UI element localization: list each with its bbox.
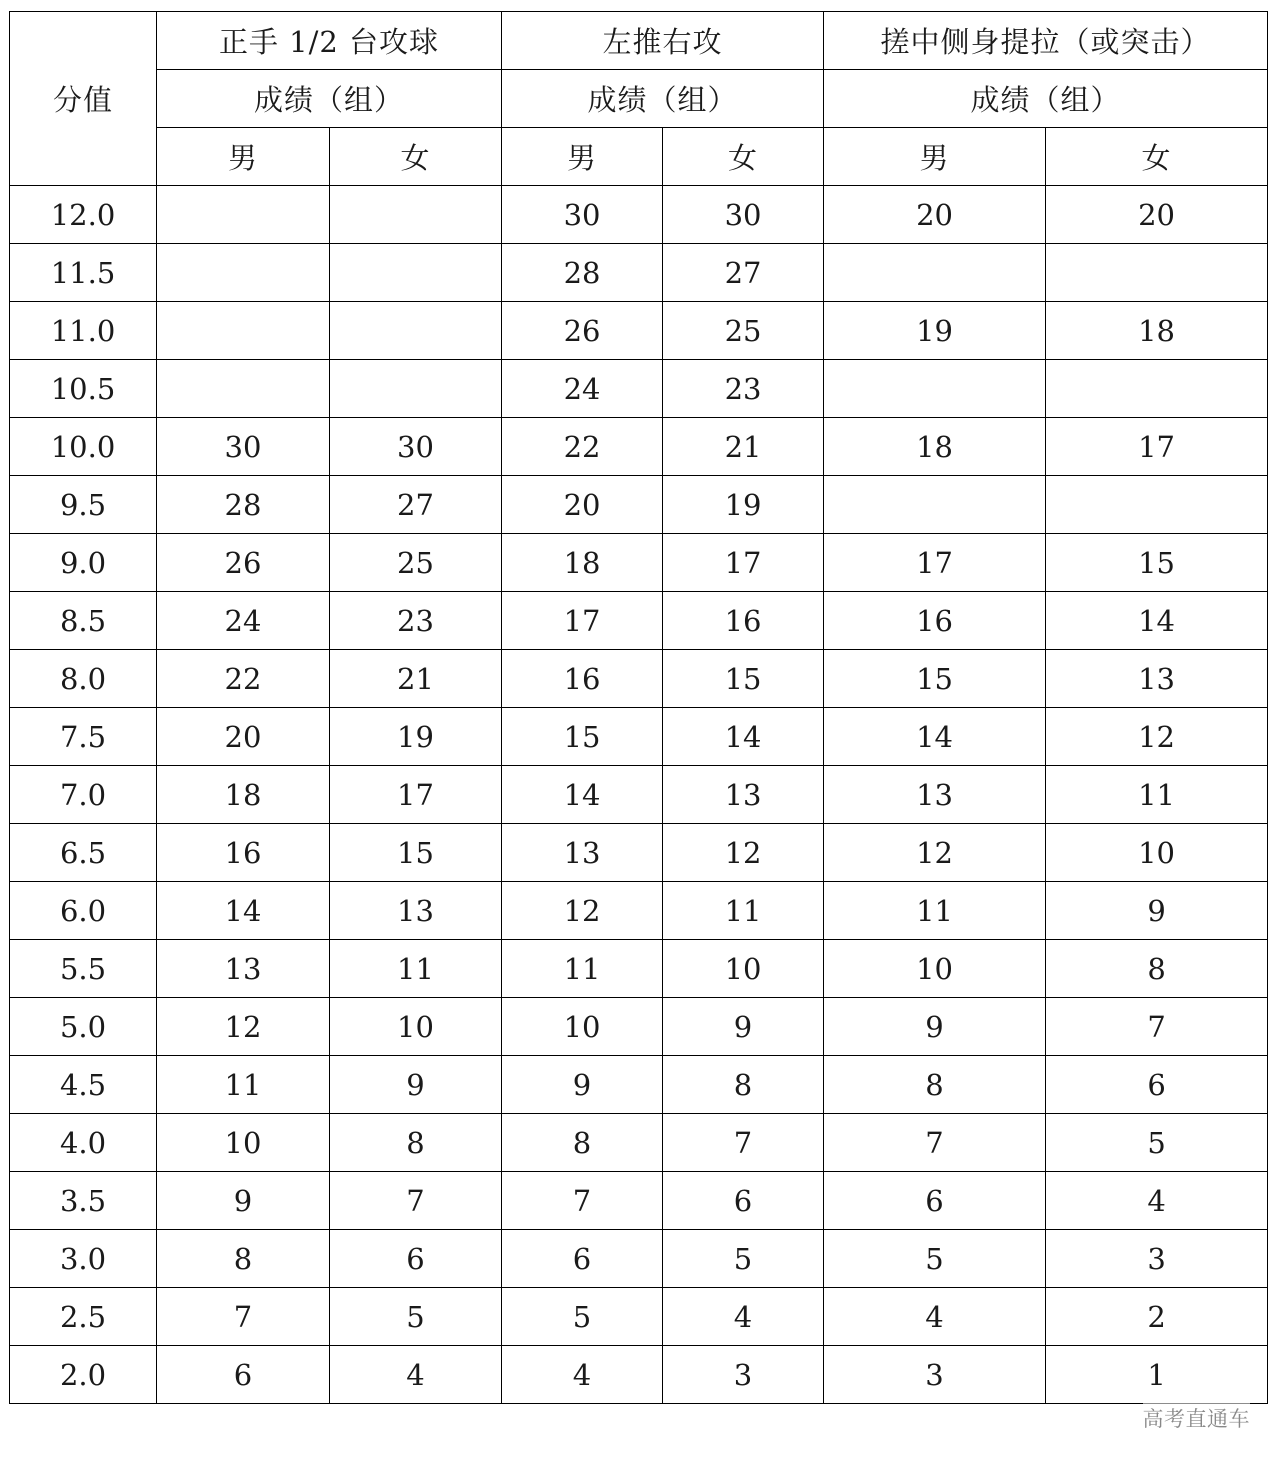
group-title-push-attack: 左推右攻: [502, 12, 824, 70]
result-cell: 7: [824, 1114, 1046, 1172]
result-cell: [157, 360, 330, 418]
score-cell: 9.0: [10, 534, 157, 592]
result-cell: [1046, 244, 1268, 302]
score-cell: 3.5: [10, 1172, 157, 1230]
score-cell: 10.5: [10, 360, 157, 418]
result-cell: 8: [502, 1114, 663, 1172]
result-cell: [157, 302, 330, 360]
result-cell: 22: [157, 650, 330, 708]
header-row-titles: [10, 12, 1268, 70]
score-cell: 3.0: [10, 1230, 157, 1288]
result-cell: 27: [330, 476, 502, 534]
table-row: [10, 1346, 1268, 1404]
result-cell: 3: [1046, 1230, 1268, 1288]
table-row: [10, 302, 1268, 360]
gender-header-female: 女: [663, 128, 824, 186]
table-row: [10, 186, 1268, 244]
result-cell: 22: [502, 418, 663, 476]
result-cell: 7: [1046, 998, 1268, 1056]
result-cell: 13: [330, 882, 502, 940]
result-cell: 16: [663, 592, 824, 650]
result-cell: 20: [157, 708, 330, 766]
result-cell: 6: [824, 1172, 1046, 1230]
result-cell: 25: [663, 302, 824, 360]
result-cell: 1: [1046, 1346, 1268, 1404]
result-cell: 30: [502, 186, 663, 244]
group-title-chop-pull: 搓中侧身提拉（或突击）: [824, 12, 1268, 70]
result-cell: 9: [502, 1056, 663, 1114]
result-cell: 18: [502, 534, 663, 592]
result-cell: 11: [1046, 766, 1268, 824]
score-cell: 2.0: [10, 1346, 157, 1404]
table-row: [10, 418, 1268, 476]
result-cell: 12: [824, 824, 1046, 882]
result-cell: 11: [824, 882, 1046, 940]
result-cell: 3: [824, 1346, 1046, 1404]
result-cell: 5: [663, 1230, 824, 1288]
result-cell: 8: [1046, 940, 1268, 998]
group-subtitle-forehand: 成绩（组）: [157, 70, 502, 128]
table-row: [10, 592, 1268, 650]
table-row: [10, 650, 1268, 708]
result-cell: 17: [502, 592, 663, 650]
result-cell: 4: [663, 1288, 824, 1346]
result-cell: 4: [1046, 1172, 1268, 1230]
result-cell: 20: [1046, 186, 1268, 244]
result-cell: 19: [824, 302, 1046, 360]
result-cell: 9: [663, 998, 824, 1056]
result-cell: 5: [502, 1288, 663, 1346]
result-cell: [1046, 476, 1268, 534]
result-cell: [1046, 360, 1268, 418]
result-cell: 11: [330, 940, 502, 998]
result-cell: 27: [663, 244, 824, 302]
result-cell: 2: [1046, 1288, 1268, 1346]
table-row: [10, 1114, 1268, 1172]
result-cell: 10: [502, 998, 663, 1056]
score-cell: 4.0: [10, 1114, 157, 1172]
result-cell: 6: [502, 1230, 663, 1288]
result-cell: 12: [663, 824, 824, 882]
watermark-text: 高考直通车: [1143, 1403, 1251, 1433]
result-cell: 17: [1046, 418, 1268, 476]
table-row: [10, 476, 1268, 534]
table-row: [10, 998, 1268, 1056]
gender-header-female: 女: [1046, 128, 1268, 186]
table-row: [10, 824, 1268, 882]
result-cell: 5: [330, 1288, 502, 1346]
result-cell: 15: [824, 650, 1046, 708]
result-cell: 12: [1046, 708, 1268, 766]
result-cell: 9: [330, 1056, 502, 1114]
table-row: [10, 940, 1268, 998]
table-row: [10, 882, 1268, 940]
result-cell: 16: [824, 592, 1046, 650]
result-cell: 15: [1046, 534, 1268, 592]
result-cell: 8: [663, 1056, 824, 1114]
result-cell: 13: [1046, 650, 1268, 708]
score-cell: 7.0: [10, 766, 157, 824]
score-cell: 10.0: [10, 418, 157, 476]
result-cell: 18: [1046, 302, 1268, 360]
result-cell: 26: [502, 302, 663, 360]
table-body: [10, 186, 1268, 1404]
result-cell: 13: [824, 766, 1046, 824]
result-cell: 3: [663, 1346, 824, 1404]
result-cell: 5: [824, 1230, 1046, 1288]
result-cell: 30: [663, 186, 824, 244]
result-cell: 19: [330, 708, 502, 766]
score-column-header: 分值: [10, 12, 157, 186]
result-cell: 18: [157, 766, 330, 824]
result-cell: 15: [330, 824, 502, 882]
result-cell: [330, 186, 502, 244]
table-row: [10, 1230, 1268, 1288]
result-cell: 13: [502, 824, 663, 882]
gender-header-male: 男: [502, 128, 663, 186]
result-cell: [157, 244, 330, 302]
result-cell: 24: [157, 592, 330, 650]
result-cell: 10: [1046, 824, 1268, 882]
result-cell: 10: [824, 940, 1046, 998]
result-cell: 30: [330, 418, 502, 476]
result-cell: 11: [157, 1056, 330, 1114]
result-cell: 10: [330, 998, 502, 1056]
result-cell: 6: [157, 1346, 330, 1404]
score-cell: 6.5: [10, 824, 157, 882]
group-title-forehand: 正手 1/2 台攻球: [157, 12, 502, 70]
result-cell: 12: [502, 882, 663, 940]
gender-header-female: 女: [330, 128, 502, 186]
result-cell: 14: [1046, 592, 1268, 650]
gender-header-male: 男: [824, 128, 1046, 186]
result-cell: 24: [502, 360, 663, 418]
result-cell: 25: [330, 534, 502, 592]
table-row: [10, 244, 1268, 302]
result-cell: 14: [157, 882, 330, 940]
result-cell: 17: [330, 766, 502, 824]
result-cell: [157, 186, 330, 244]
table-row: [10, 766, 1268, 824]
result-cell: 10: [157, 1114, 330, 1172]
score-cell: 2.5: [10, 1288, 157, 1346]
result-cell: 16: [157, 824, 330, 882]
result-cell: 19: [663, 476, 824, 534]
result-cell: 17: [824, 534, 1046, 592]
result-cell: 4: [502, 1346, 663, 1404]
score-cell: 7.5: [10, 708, 157, 766]
header-row-subtitles: [10, 70, 1268, 128]
result-cell: 21: [330, 650, 502, 708]
gender-header-male: 男: [157, 128, 330, 186]
result-cell: 8: [824, 1056, 1046, 1114]
result-cell: 11: [663, 882, 824, 940]
score-cell: 5.0: [10, 998, 157, 1056]
result-cell: 13: [157, 940, 330, 998]
result-cell: 20: [502, 476, 663, 534]
table-row: [10, 1172, 1268, 1230]
result-cell: 26: [157, 534, 330, 592]
result-cell: 7: [330, 1172, 502, 1230]
result-cell: 9: [824, 998, 1046, 1056]
table-row: [10, 708, 1268, 766]
result-cell: 15: [502, 708, 663, 766]
group-subtitle-chop-pull: 成绩（组）: [824, 70, 1268, 128]
table-row: [10, 534, 1268, 592]
result-cell: 6: [663, 1172, 824, 1230]
result-cell: 7: [502, 1172, 663, 1230]
result-cell: 21: [663, 418, 824, 476]
result-cell: 16: [502, 650, 663, 708]
result-cell: [824, 360, 1046, 418]
score-cell: 11.0: [10, 302, 157, 360]
result-cell: 14: [824, 708, 1046, 766]
score-cell: 12.0: [10, 186, 157, 244]
score-cell: 11.5: [10, 244, 157, 302]
result-cell: 23: [663, 360, 824, 418]
header-row-gender: [10, 128, 1268, 186]
result-cell: 10: [663, 940, 824, 998]
score-cell: 8.5: [10, 592, 157, 650]
score-table: [9, 11, 1268, 1404]
result-cell: 9: [157, 1172, 330, 1230]
result-cell: 4: [824, 1288, 1046, 1346]
score-cell: 8.0: [10, 650, 157, 708]
score-cell: 6.0: [10, 882, 157, 940]
result-cell: 8: [330, 1114, 502, 1172]
table-row: [10, 1288, 1268, 1346]
result-cell: 28: [157, 476, 330, 534]
result-cell: [330, 302, 502, 360]
result-cell: 20: [824, 186, 1046, 244]
result-cell: [824, 476, 1046, 534]
result-cell: 17: [663, 534, 824, 592]
score-cell: 4.5: [10, 1056, 157, 1114]
score-cell: 9.5: [10, 476, 157, 534]
result-cell: 14: [663, 708, 824, 766]
table-row: [10, 360, 1268, 418]
result-cell: 5: [1046, 1114, 1268, 1172]
result-cell: 12: [157, 998, 330, 1056]
result-cell: 8: [157, 1230, 330, 1288]
result-cell: 18: [824, 418, 1046, 476]
score-cell: 5.5: [10, 940, 157, 998]
result-cell: 13: [663, 766, 824, 824]
result-cell: [330, 360, 502, 418]
result-cell: [824, 244, 1046, 302]
result-cell: 14: [502, 766, 663, 824]
result-cell: 11: [502, 940, 663, 998]
result-cell: 23: [330, 592, 502, 650]
result-cell: 7: [157, 1288, 330, 1346]
result-cell: 28: [502, 244, 663, 302]
result-cell: 6: [1046, 1056, 1268, 1114]
table-row: [10, 1056, 1268, 1114]
result-cell: 6: [330, 1230, 502, 1288]
group-subtitle-push-attack: 成绩（组）: [502, 70, 824, 128]
result-cell: 9: [1046, 882, 1268, 940]
result-cell: 15: [663, 650, 824, 708]
result-cell: 7: [663, 1114, 824, 1172]
result-cell: 30: [157, 418, 330, 476]
result-cell: 4: [330, 1346, 502, 1404]
result-cell: [330, 244, 502, 302]
